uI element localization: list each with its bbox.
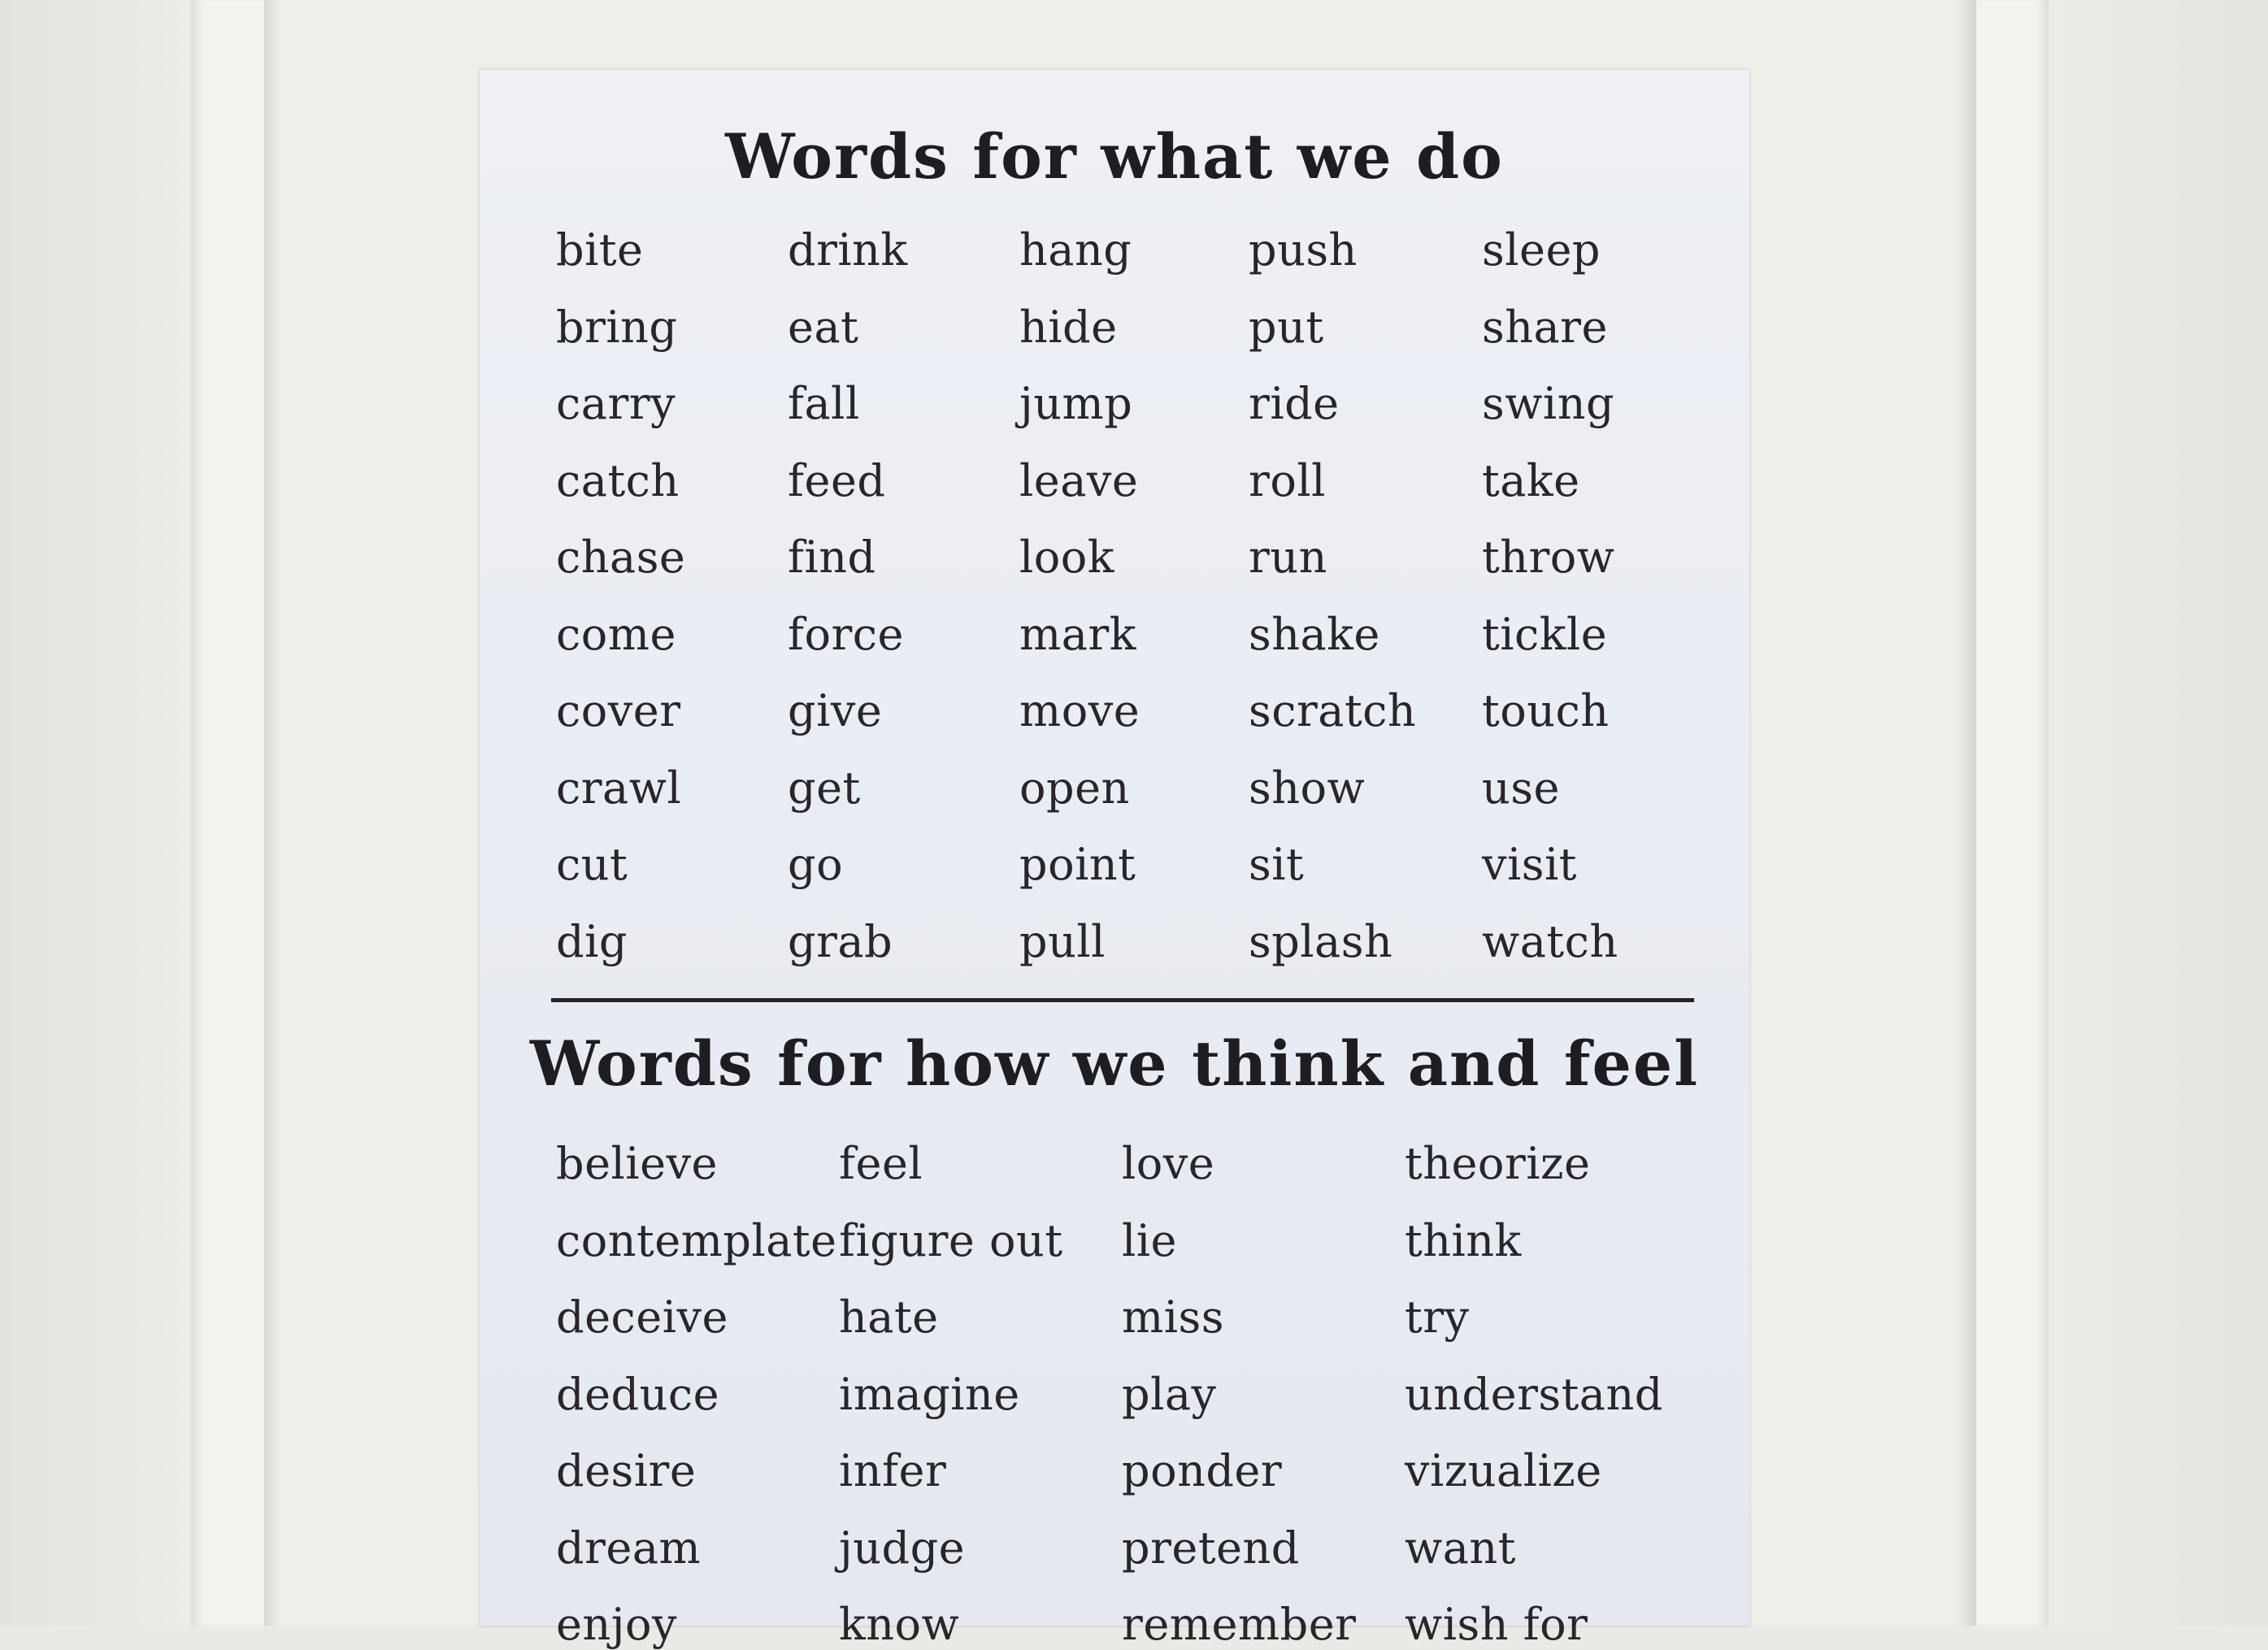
- word-item: enjoy: [556, 1599, 677, 1650]
- word-item: hate: [839, 1292, 939, 1343]
- word-item: miss: [1122, 1292, 1224, 1343]
- word-item: understand: [1405, 1368, 1663, 1420]
- word-item: cover: [556, 685, 681, 736]
- word-item: sleep: [1482, 224, 1601, 276]
- word-item: desire: [556, 1445, 697, 1496]
- word-item: watch: [1482, 915, 1618, 967]
- word-item: bring: [556, 301, 678, 353]
- word-item: sit: [1249, 839, 1305, 890]
- word-item: get: [788, 762, 861, 814]
- word-item: lie: [1122, 1214, 1177, 1266]
- word-item: hang: [1019, 224, 1132, 276]
- word-item: dig: [556, 915, 628, 967]
- word-item: show: [1249, 762, 1366, 814]
- section-divider: [551, 998, 1694, 1002]
- word-item: hide: [1019, 301, 1118, 353]
- word-item: theorize: [1405, 1138, 1591, 1189]
- word-item: try: [1405, 1292, 1470, 1343]
- word-item: visit: [1482, 839, 1577, 890]
- word-item: fall: [788, 378, 860, 429]
- word-item: find: [788, 532, 876, 583]
- word-item: remember: [1122, 1599, 1357, 1650]
- word-item: run: [1249, 532, 1327, 583]
- word-item: force: [788, 608, 905, 660]
- word-item: believe: [556, 1138, 718, 1189]
- word-item: pretend: [1122, 1522, 1300, 1574]
- word-item: use: [1482, 762, 1560, 814]
- word-item: come: [556, 608, 676, 660]
- word-item: splash: [1249, 915, 1393, 967]
- word-item: pull: [1019, 915, 1106, 967]
- word-item: bite: [556, 224, 644, 276]
- word-item: ponder: [1122, 1445, 1283, 1496]
- word-item: throw: [1482, 532, 1615, 583]
- frame-inner-edge-left: [264, 0, 280, 1626]
- word-item: wish for: [1405, 1599, 1588, 1650]
- word-item: deduce: [556, 1368, 720, 1420]
- word-item: roll: [1249, 454, 1326, 506]
- word-item: judge: [839, 1522, 966, 1574]
- word-item: jump: [1019, 378, 1133, 429]
- word-item: feel: [839, 1138, 923, 1189]
- word-item: want: [1405, 1522, 1516, 1574]
- word-item: crawl: [556, 762, 682, 814]
- word-item: dream: [556, 1522, 702, 1574]
- word-item: go: [788, 839, 844, 890]
- wall-left: [0, 0, 191, 1626]
- word-item: move: [1019, 685, 1141, 736]
- section-title-think-and-feel: Words for how we think and feel: [529, 1027, 1700, 1100]
- word-item: leave: [1019, 454, 1139, 506]
- word-item: grab: [788, 915, 893, 967]
- word-item: deceive: [556, 1292, 728, 1343]
- word-item: feed: [788, 454, 886, 506]
- word-item: catch: [556, 454, 680, 506]
- word-list-sheet: [480, 70, 1749, 1650]
- word-item: figure out: [839, 1214, 1063, 1266]
- word-item: open: [1019, 762, 1130, 814]
- word-item: contemplate: [556, 1214, 837, 1266]
- word-item: shake: [1249, 608, 1380, 660]
- frame-inner-edge-right: [1955, 0, 1976, 1626]
- word-item: mark: [1019, 608, 1136, 660]
- word-item: push: [1249, 224, 1358, 276]
- word-item: cut: [556, 839, 628, 890]
- word-item: swing: [1482, 378, 1615, 429]
- section-title-what-we-do: Words for what we do: [725, 120, 1504, 193]
- word-item: know: [839, 1599, 960, 1650]
- word-item: play: [1122, 1368, 1217, 1420]
- word-item: put: [1249, 301, 1324, 353]
- word-item: scratch: [1249, 685, 1417, 736]
- word-item: tickle: [1482, 608, 1608, 660]
- word-item: ride: [1249, 378, 1340, 429]
- word-item: share: [1482, 301, 1608, 353]
- word-item: eat: [788, 301, 859, 353]
- word-item: carry: [556, 378, 676, 429]
- word-item: point: [1019, 839, 1136, 890]
- word-item: chase: [556, 532, 686, 583]
- word-item: look: [1019, 532, 1115, 583]
- word-item: give: [788, 685, 883, 736]
- word-item: think: [1405, 1214, 1522, 1266]
- word-item: vizualize: [1405, 1445, 1602, 1496]
- word-item: drink: [788, 224, 908, 276]
- word-item: imagine: [839, 1368, 1020, 1420]
- word-item: love: [1122, 1138, 1215, 1189]
- word-item: infer: [839, 1445, 947, 1496]
- wall-right: [2049, 0, 2268, 1626]
- word-item: touch: [1482, 685, 1610, 736]
- word-item: take: [1482, 454, 1580, 506]
